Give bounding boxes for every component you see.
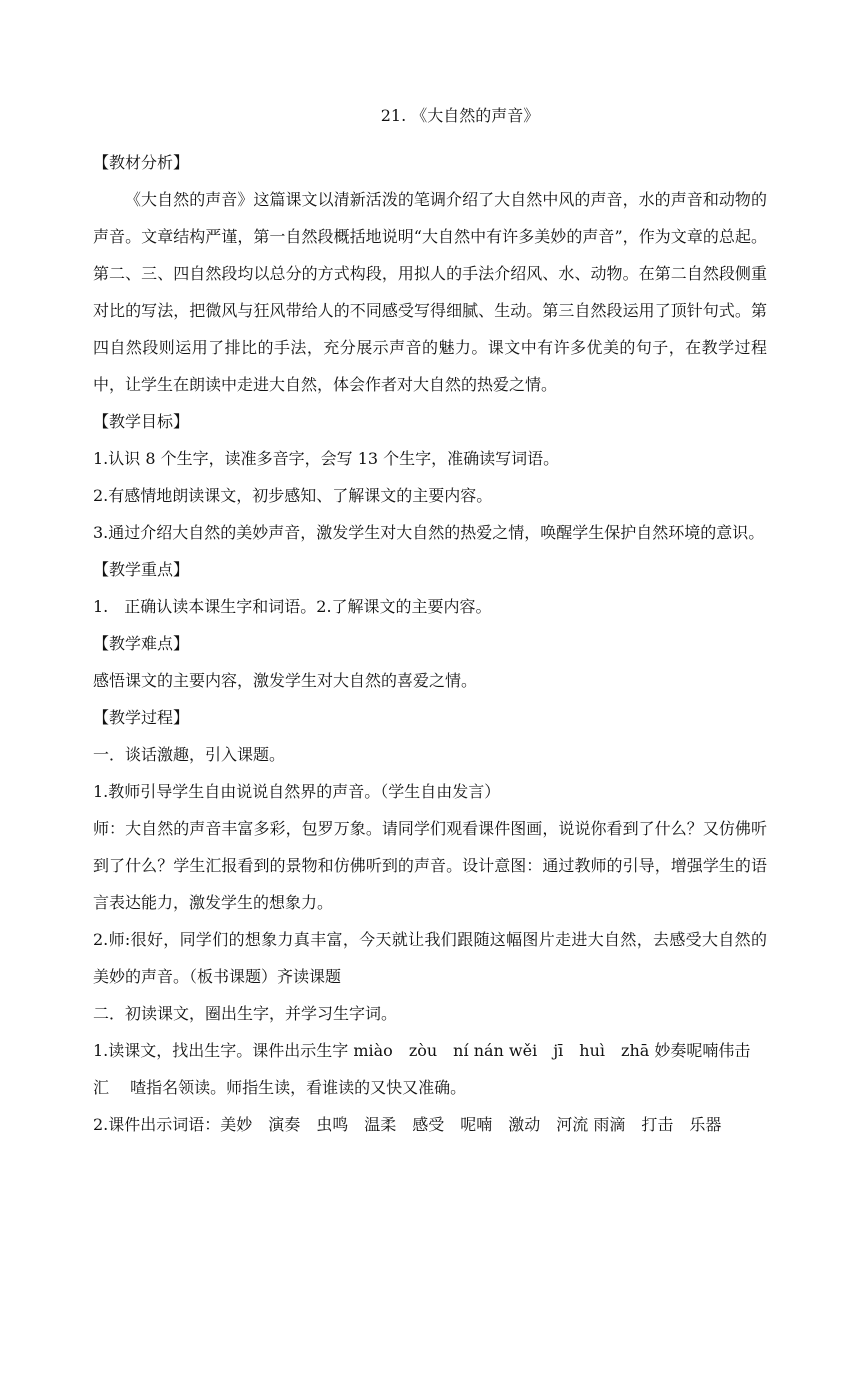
- process-step-1-1: 1.教师引导学生自由说说自然界的声音。（学生自由发言）: [93, 782, 501, 801]
- process-step-2: 二．初读课文，圈出生字，并学习生字词。: [93, 1004, 398, 1023]
- section-heading-difficulties: 【教学难点】: [93, 634, 190, 653]
- difficulties-text: 感悟课文的主要内容，激发学生对大自然的喜爱之情。: [93, 671, 478, 690]
- section-heading-key-points: 【教学重点】: [93, 560, 190, 579]
- analysis-paragraph: 《大自然的声音》这篇课文以清新活泼的笔调介绍了大自然中风的声音，水的声音和动物的声音。文章结构严谨，第一自然段概括地说明“大自然中有许多美妙的声音”，作为文章的总起。第二、三、四自然段均以总分的方式构段，用拟人的手法介绍风、水、动物。在第二自然段侧重对比的写法，把微风与狂风带给人的不同感受写得细腻、生动。第三自然段运用了顶针句式。第四自然段则运用了排比的手法，充分展示声音的魅力。课文中有许多优美的句子，在教学过程中，让学生在朗读中走进大自然，体会作者对大自然的热爱之情。: [93, 190, 767, 394]
- key-points-text: 1. 正确认读本课生字和词语。2.了解课文的主要内容。: [93, 597, 492, 616]
- process-step-2-1-line-2: 汇 喳指名领读。师指生读，看谁读的又快又准确。: [93, 1078, 467, 1097]
- process-step-2-2: 2.课件出示词语：美妙 演奏 虫鸣 温柔 感受 呢喃 激动 河流 雨滴 打击 乐器: [93, 1115, 722, 1134]
- section-heading-goals: 【教学目标】: [93, 412, 190, 431]
- goal-item-3: 3.通过介绍大自然的美妙声音，激发学生对大自然的热爱之情，唤醒学生保护自然环境的意识。: [93, 523, 765, 542]
- document-page: [93, 106, 767, 1143]
- goal-item-1: 1.认识 8 个生字，读准多音字，会写 13 个生字，准确读写词语。: [93, 449, 560, 468]
- process-step-2-1-line-1: 1.读课文，找出生字。课件出示生字 miào zòu ní nán wěi jī huì zhā 妙奏呢喃伟击: [93, 1041, 751, 1060]
- section-heading-analysis: 【教材分析】: [93, 153, 190, 172]
- document-title: 21. 《大自然的声音》: [380, 106, 540, 125]
- process-step-1-2: 2.师:很好，同学们的想象力真丰富，今天就让我们跟随这幅图片走进大自然，去感受大自然的美妙的声音。（板书课题）齐读课题: [93, 930, 767, 986]
- section-heading-process: 【教学过程】: [93, 708, 190, 727]
- goal-item-2: 2.有感情地朗读课文，初步感知、了解课文的主要内容。: [93, 486, 493, 505]
- process-step-1-teacher: 师：大自然的声音丰富多彩，包罗万象。请同学们观看课件图画，说说你看到了什么？又仿佛听到了什么？学生汇报看到的景物和仿佛听到的声音。设计意图：通过教师的引导，增强学生的语言表达能力，激发学生的想象力。: [93, 819, 767, 912]
- process-step-1: 一．谈话激趣，引入课题。: [93, 745, 286, 764]
